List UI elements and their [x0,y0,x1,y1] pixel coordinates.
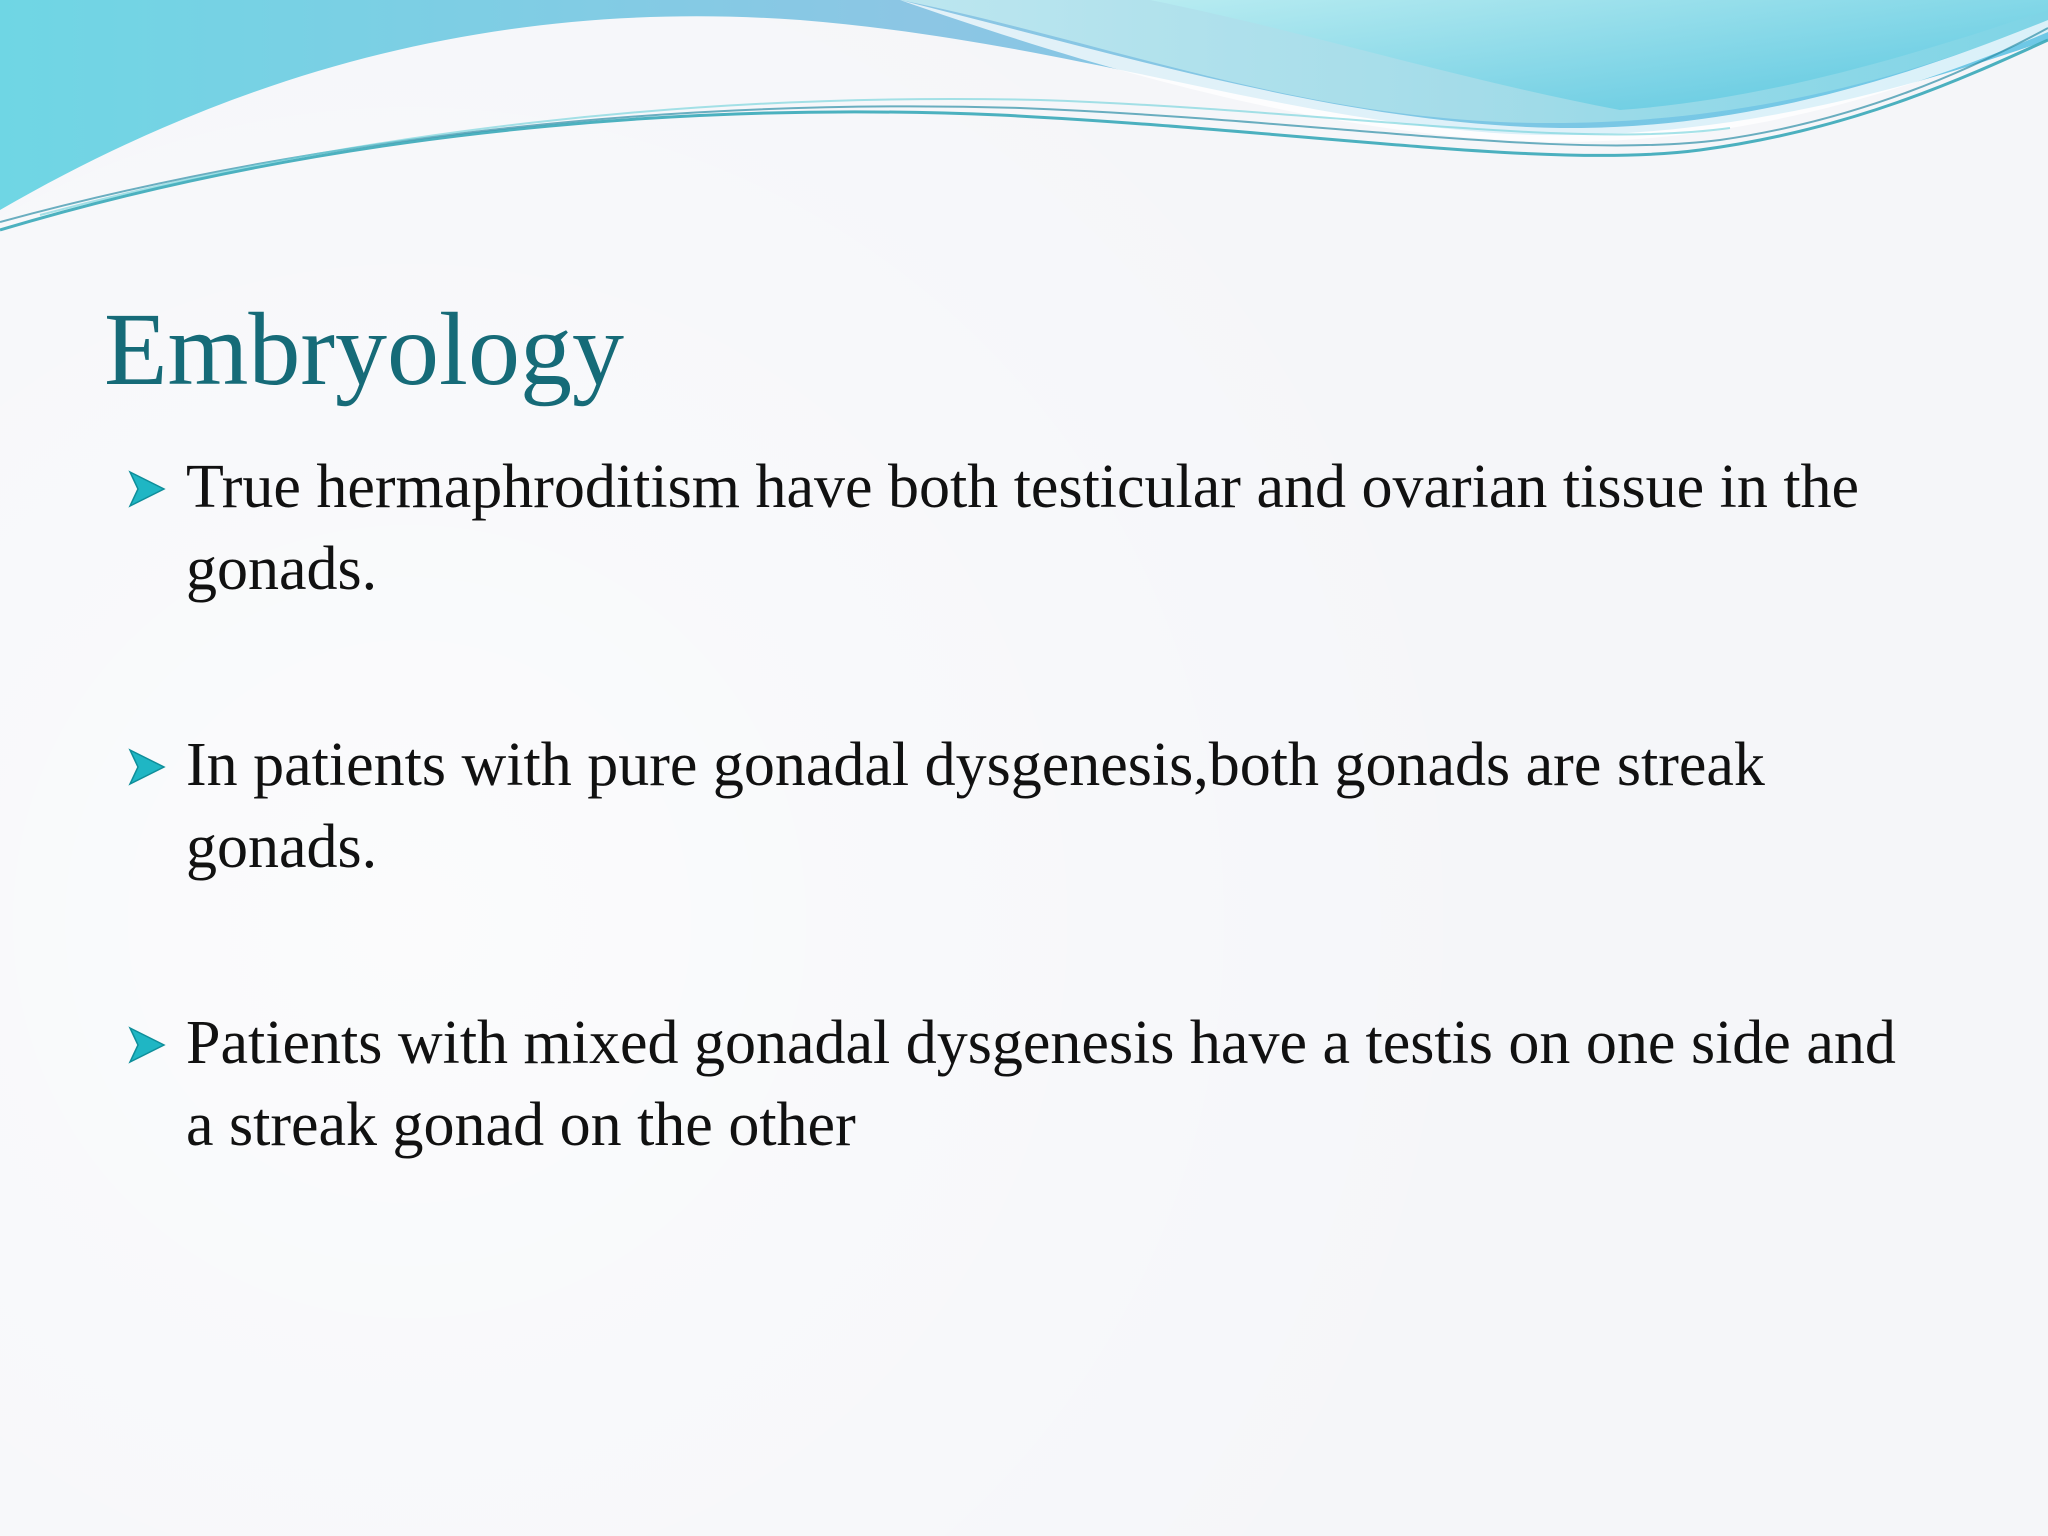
arrowhead-bullet-icon [128,470,166,508]
bullet-item-2 [124,724,1924,888]
wave-banner-decoration [0,0,2048,240]
slide-title: Embryology [104,292,624,407]
bullet-text: In patients with pure gonadal dysgenesis,both gonads are streak gonads. [186,731,1765,881]
arrowhead-bullet-icon [128,1026,166,1064]
bullet-item-1 [124,446,1924,610]
bullet-list [124,446,1924,1280]
bullet-item-3 [124,1002,1924,1166]
bullet-text: True hermaphroditism have both testicular and ovarian tissue in the gonads. [186,453,1860,603]
bullet-text: Patients with mixed gonadal dysgenesis have a testis on one side and a streak gonad on the other [186,1009,1896,1159]
arrowhead-bullet-icon [128,748,166,786]
